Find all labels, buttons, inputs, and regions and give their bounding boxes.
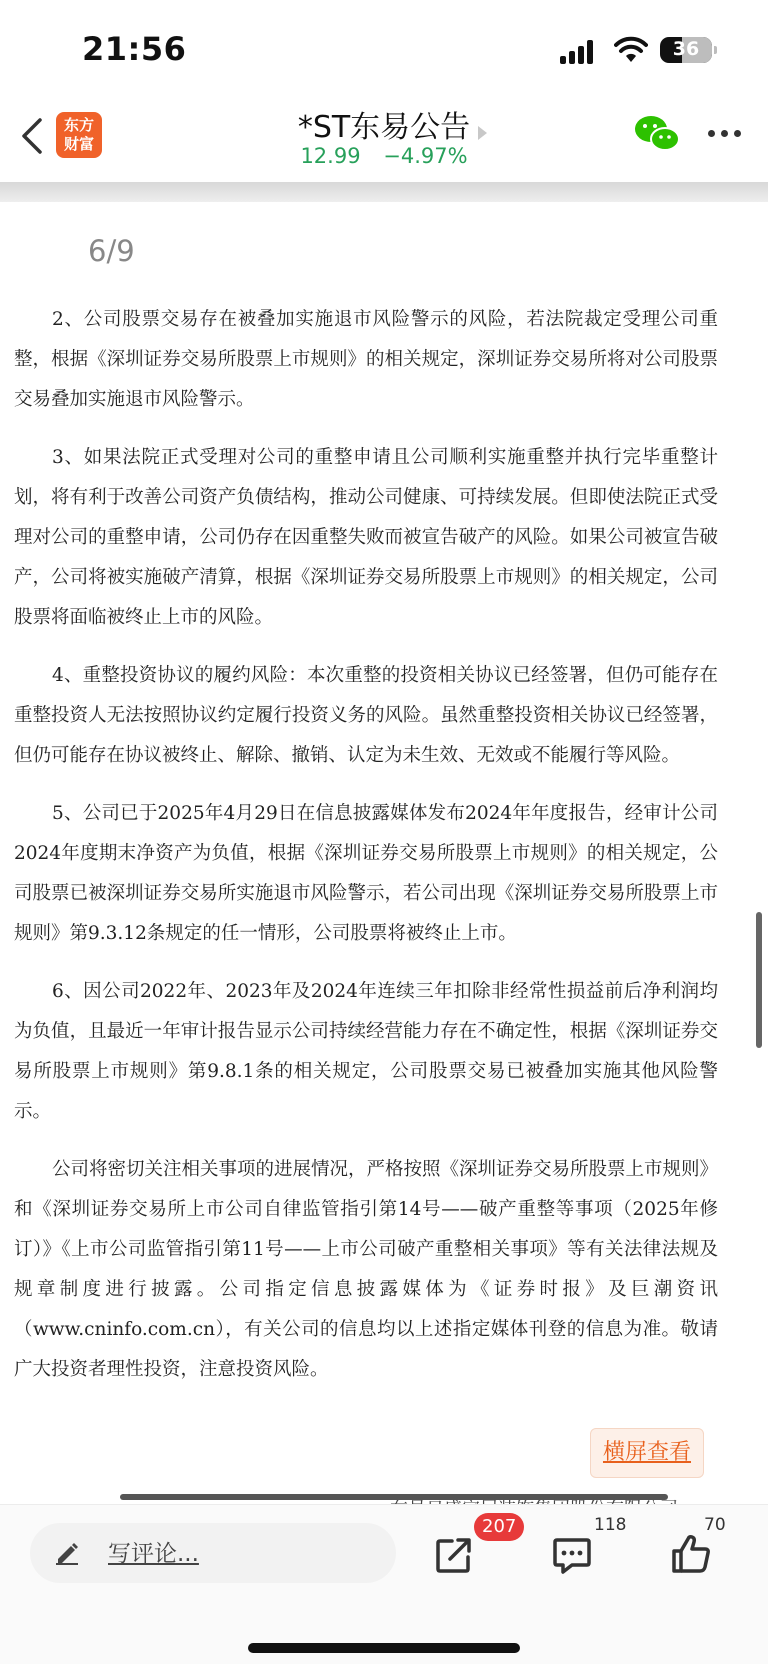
battery-level: 36	[672, 38, 700, 60]
battery-icon	[660, 37, 712, 63]
wechat-share-icon[interactable]	[634, 114, 680, 154]
paragraph: 3、如果法院正式受理对公司的重整申请且公司顺利实施重整并执行完毕重整计划，将有利于改善公司资产负债结构，推动公司健康、可持续发展。但即使法院正式受理对公司的重整申请，公司仍存在因重整失败而被宣告破产的风险。如果公司被宣告破产，公司将被实施破产清算，根据《深圳证券交易所股票上市规则》的相关规定，公司股票将面临被终止上市的风险。	[14, 447, 718, 628]
like-count: 70	[704, 1515, 726, 1535]
comment-input[interactable]	[30, 1523, 396, 1583]
bottom-action-bar	[0, 1504, 768, 1664]
top-nav-bar	[0, 100, 768, 182]
horizontal-scrollbar[interactable]	[120, 1494, 668, 1500]
paragraph: 4、重整投资协议的履约风险：本次重整的投资相关协议已经签署，但仍可能存在重整投资人无法按照协议约定履行投资义务的风险。虽然重整投资相关协议已经签署，但仍可能存在协议被终止、解除、撤销、认定为未生效、无效或不能履行等风险。	[14, 665, 718, 766]
header-divider	[0, 182, 768, 202]
page-title[interactable]: *ST东易公告	[297, 110, 471, 145]
paragraph: 5、公司已于2025年4月29日在信息披露媒体发布2024年年度报告，经审计公司2024年度期末净资产为负值，根据《深圳证券交易所股票上市规则》的相关规定，公司股票已被深圳证券交易所实施退市风险警示，若公司出现《深圳证券交易所股票上市规则》第9.3.12条规定的任一情形，公司股票将被终止上市。	[14, 803, 718, 944]
wifi-icon	[614, 36, 648, 64]
comment-count: 118	[594, 1515, 627, 1535]
stock-change: −4.97%	[383, 144, 468, 168]
announcement-body	[14, 300, 718, 1408]
share-icon[interactable]	[434, 1535, 474, 1575]
comment-bubble-icon[interactable]	[552, 1535, 592, 1575]
stock-price: 12.99	[300, 144, 361, 168]
thumbs-up-icon[interactable]	[670, 1533, 712, 1575]
paragraph: 6、因公司2022年、2023年及2024年连续三年扣除非经常性损益前后净利润均为负值，且最近一年审计报告显示公司持续经营能力存在不确定性，根据《深圳证券交易所股票上市规则》第9.8.1条的相关规定，公司股票交易已被叠加实施其他风险警示。	[14, 981, 718, 1122]
paragraph: 2、公司股票交易存在被叠加实施退市风险警示的风险，若法院裁定受理公司重整，根据《深圳证券交易所股票上市规则》的相关规定，深圳证券交易所将对公司股票交易叠加实施退市风险警示。	[14, 309, 718, 410]
status-time: 21:56	[82, 30, 187, 68]
home-indicator[interactable]	[248, 1643, 520, 1653]
title-caret-icon	[478, 126, 487, 140]
share-count-badge: 207	[474, 1513, 524, 1541]
cellular-signal-icon	[560, 38, 600, 64]
more-options-icon[interactable]	[708, 130, 742, 140]
logo-line-1: 东方	[63, 116, 94, 134]
landscape-view-button[interactable]: 横屏查看	[590, 1428, 704, 1478]
page-indicator: 6/9	[88, 234, 135, 268]
logo-line-2: 财富	[63, 135, 94, 153]
pen-icon	[54, 1539, 80, 1565]
status-bar	[0, 0, 768, 100]
paragraph: 公司将密切关注相关事项的进展情况，严格按照《深圳证券交易所股票上市规则》和《深圳证券交易所上市公司自律监管指引第14号——破产重整等事项（2025年修订）》《上市公司监管指引第11号——上市公司破产重整相关事项》等有关法律法规及规章制度进行披露。公司指定信息披露媒体为《证券时报》及巨潮资讯（www.cninfo.com.cn），有关公司的信息均以上述指定媒体刊登的信息为准。敬请广大投资者理性投资，注意投资风险。	[14, 1159, 719, 1380]
vertical-scrollbar[interactable]	[756, 912, 762, 1048]
comment-placeholder[interactable]: 写评论...	[108, 1541, 199, 1567]
